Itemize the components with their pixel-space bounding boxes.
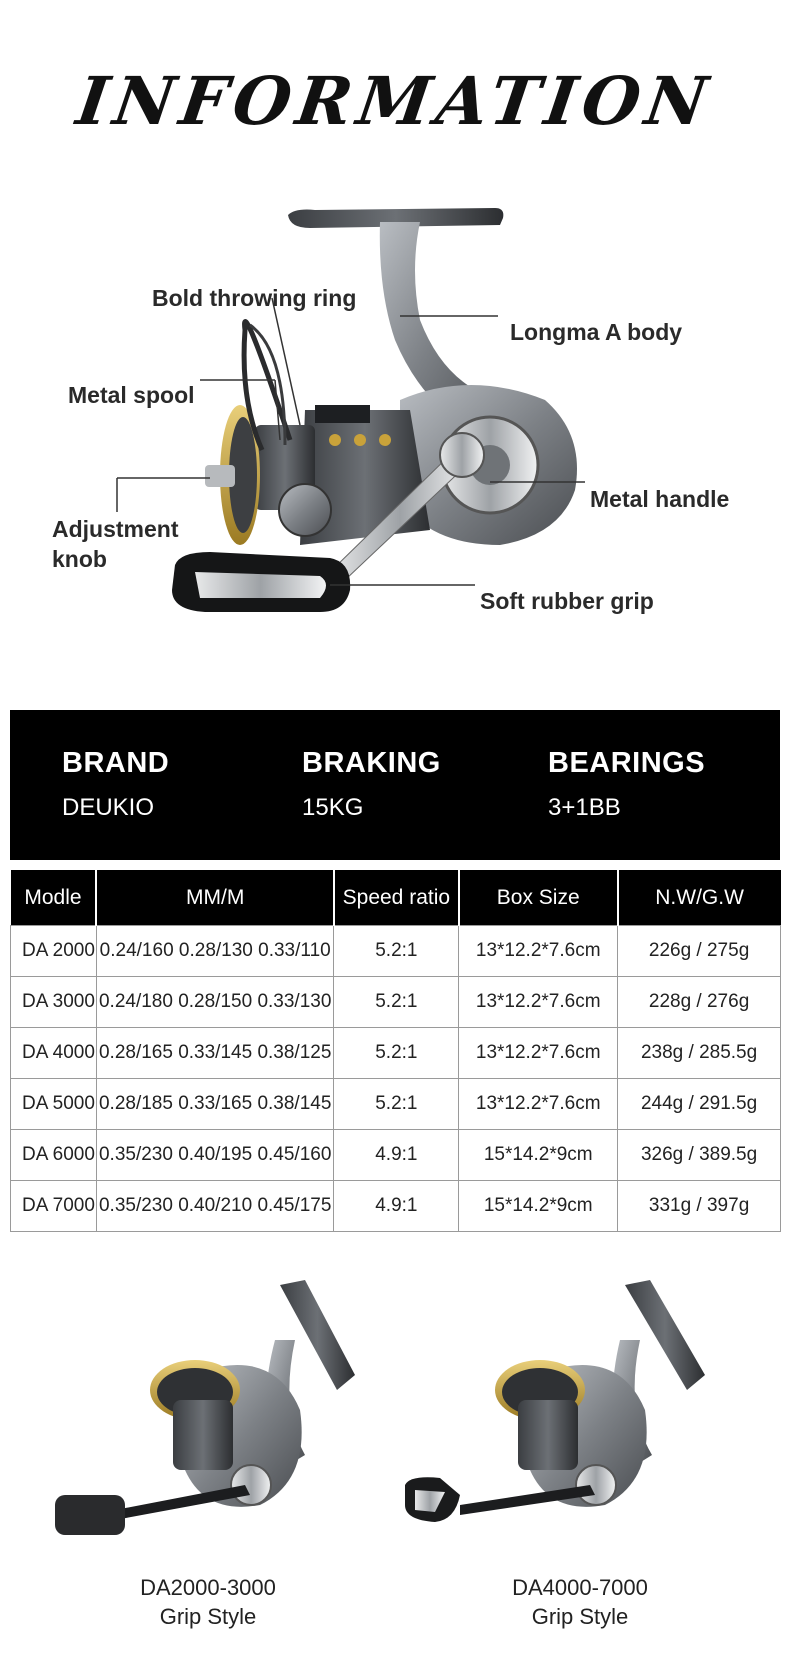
table-cell: 13*12.2*7.6cm (459, 1028, 618, 1079)
column-header: Speed ratio (334, 870, 459, 926)
table-cell: 331g / 397g (618, 1181, 781, 1232)
table-cell: 13*12.2*7.6cm (459, 1079, 618, 1130)
table-cell: 5.2:1 (334, 977, 459, 1028)
table-cell: 4.9:1 (334, 1181, 459, 1232)
spec-value: 3+1BB (548, 794, 621, 821)
table-cell: 0.24/180 0.28/150 0.33/130 (96, 977, 334, 1028)
table-cell: DA 4000 (11, 1028, 97, 1079)
table-cell: 4.9:1 (334, 1130, 459, 1181)
table-cell: 5.2:1 (334, 926, 459, 977)
table-cell: 0.28/165 0.33/145 0.38/125 (96, 1028, 334, 1079)
table-cell: 244g / 291.5g (618, 1079, 781, 1130)
table-cell: 228g / 276g (618, 977, 781, 1028)
table-cell: DA 2000 (11, 926, 97, 977)
column-header: N.W/G.W (618, 870, 781, 926)
spec-label: BEARINGS (548, 747, 706, 779)
spec-value: 15KG (302, 794, 364, 821)
table-cell: 15*14.2*9cm (459, 1181, 618, 1232)
table-cell: 226g / 275g (618, 926, 781, 977)
table-row (11, 1079, 781, 1130)
spec-bearings (548, 745, 705, 823)
table-cell: 5.2:1 (334, 1079, 459, 1130)
table-header-row (11, 870, 781, 926)
grip-label: Grip Style (531, 1604, 629, 1629)
reel-variant-image (55, 1280, 385, 1545)
table-cell: 15*14.2*9cm (459, 1130, 618, 1181)
table-cell: DA 3000 (11, 977, 97, 1028)
grip-caption-small (58, 1573, 358, 1631)
table-cell: 326g / 389.5g (618, 1130, 781, 1181)
spec-brand (62, 745, 169, 823)
page-title: INFORMATION (72, 62, 718, 140)
column-header: MM/M (96, 870, 334, 926)
reel-variant-image (400, 1280, 730, 1545)
spec-braking (302, 745, 441, 823)
table-body (11, 926, 781, 1232)
spec-value: DEUKIO (62, 794, 155, 821)
grip-model: DA4000-7000 (512, 1575, 648, 1600)
table-cell: 13*12.2*7.6cm (459, 977, 618, 1028)
table-cell: 5.2:1 (334, 1028, 459, 1079)
table-cell: DA 7000 (11, 1181, 97, 1232)
table-cell: 0.35/230 0.40/210 0.45/175 (96, 1181, 334, 1232)
table-row (11, 1130, 781, 1181)
callout-grip: Soft rubber grip (480, 588, 654, 614)
callout-throwing-ring: Bold throwing ring (152, 285, 357, 311)
column-header: Box Size (459, 870, 618, 926)
table-cell: 0.24/160 0.28/130 0.33/110 (96, 926, 334, 977)
table-row (11, 977, 781, 1028)
grip-caption-large (430, 1573, 730, 1631)
grip-model: DA2000-3000 (140, 1575, 276, 1600)
callout-handle: Metal handle (590, 486, 730, 512)
table-row (11, 926, 781, 977)
table-cell: 13*12.2*7.6cm (459, 926, 618, 977)
reel-hero-image (0, 200, 790, 670)
table-cell: 0.28/185 0.33/165 0.38/145 (96, 1079, 334, 1130)
table-row (11, 1181, 781, 1232)
spec-table (10, 870, 781, 1232)
table-row (11, 1028, 781, 1079)
table-cell: 238g / 285.5g (618, 1028, 781, 1079)
spec-band (10, 710, 780, 860)
table-cell: DA 5000 (11, 1079, 97, 1130)
table-cell: 0.35/230 0.40/195 0.45/160 (96, 1130, 334, 1181)
column-header: Modle (11, 870, 97, 926)
callout-body: Longma A body (510, 319, 683, 345)
callout-knob: Adjustment knob (52, 516, 179, 572)
spec-label: BRAKING (302, 747, 441, 779)
table-cell: DA 6000 (11, 1130, 97, 1181)
callout-spool: Metal spool (68, 382, 195, 408)
spec-label: BRAND (62, 747, 170, 779)
grip-label: Grip Style (159, 1604, 257, 1629)
